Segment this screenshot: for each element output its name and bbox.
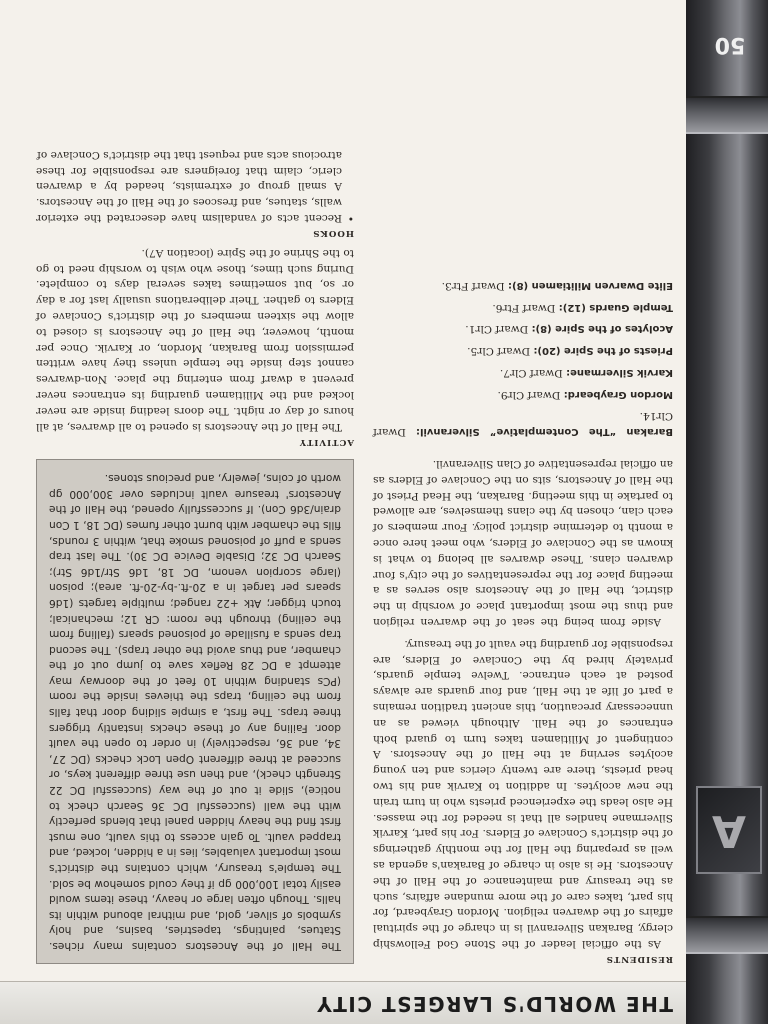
pillar-base [686,96,768,134]
stat-line: Barakan “The Contemplative” Silveranvil: Dwarf Clr14. [373,410,673,439]
stat-line: Mordon Graybeard: Dwarf Clr9. [497,388,673,401]
stat-line: Acolytes of the Spire (8): Dwarf Clr1. [465,323,673,336]
activity-paragraph: The Hall of the Ancestors is opened to all dwarves, at all hours of day or night. The doors leading inside are never locked and the Militiamen guarding its entrances never prevent a dwarf from entering the place. Non-dwarves cannot step inside the temple unless they have written permission from Barakan, Mordon, or Karvik. Once per month, however, the Hall of the Ancestors is closed to allow the sixteen members of the district's Conclave of Elders to gather. Their deliberations usually last for a day or so, but sometimes takes several days to complete. During such times, those who wish to worship need to go to the Shrine of the Spire (location A7). [36,246,354,433]
sidebar-text: The Hall of the Ancestors contains many riches. Statues, paintings, tapestries, basins, and holy symbols of silver, gold, and mithral abound within its halls. Though often large or heavy, these items would easily total 100,000 gp if they could somehow be sold. The temple's treasury, which contains the district's most important valuables, lies in a hidden, locked, and trapped vault. To gain access to this vault, one must first find the heavy hidden panel that blends perfectly with the wall (successful DC 36 Search check to notice), slide it out of the way (successful DC 22 Strength check), and then use three different keys, or succeed at three different Open Lock checks (DC 27, 34, and 36, respectively) in order to open the vault door. Failing any of these checks instantly triggers three traps. The first, a simple sliding door that falls from the ceiling, traps the thieves inside the room (PCs standing within 10 feet of the doorway may attempt a DC 28 Reflex save to jump out of the chamber, and thus avoid the other traps). The second trap sends a fusillade of poisoned spears (falling from the ceiling) through the room: CR 12; mechanical; touch trigger; Atk +22 ranged; multiple targets (1d6 spears per target in a 20-ft.-by-20-ft. area); poison (large scorpion venom, DC 18, 1d6 Str/1d6 Str); Search DC 32; Disable Device DC 30). The last trap sends a puff of poisoned smoke that, within 3 rounds, fills the chamber with burnt other fumes (DC 18, 1 Con drain/3d6 Con). If successfully opened, the Hall of the Ancestors' treasure vault includes over 300,000 gp worth of coins, jewelry, and precious stones. [49,472,341,952]
decorative-pillar [686,0,768,1024]
residents-paragraph-2: Aside from being the seat of the dwarven religion and thus the most important place of worship in the district, the Hall of the Ancestors also serves as a meeting place for the representatives of the city's four dwarven clans. These dwarves all belong to what is known as the Conclave of Elders, who meet here once a month to determine district policy. Four members of each clan, chosen by the clans themselves, are allowed to partake in this meeting. Barakan, the Head Priest of the Hall of Ancestors, sits on the Conclave of Elders as an official representative of Clan Silveranvil. [373,458,673,629]
page-title: THE WORLD'S LARGEST CITY [315,992,673,1016]
stat-line: Elite Dwarven Militiamen (8): Dwarf Ftr3. [441,279,673,292]
plaque-letter: A [711,805,747,856]
residents-paragraph-1: As the official leader of the Stone God Fellowship clergy, Barakan Silveranvil is in charge of the spiritual affairs of the dwarven religion. Mordon Graybeard, for his part, takes care of the more mundane affairs, such as the treasury and maintenance of the Hall of the Ancestors. He is also in charge of Barakan's agenda as well as preparing the Hall for the monthly gatherings of the district's Conclave of Elders. For his part, Karvik Silvermane handles all that is needed for the masses. He also leads the experienced priests who in turn train the new acolytes. In addition to Karvik and his two head priests, there are twenty clerics and ten young acolytes serving at the Hall of the Ancestors. A contingent of Militiamen takes turn to guard both entrances of the Hall. Although viewed as an unnecessary precaution, this ancient tradition remains a part of life at the Hall, and four guards are always posted at each entrance. Twelve temple guards, privately hired by the Conclave of Elders, are responsible for guarding the vault of the treasury. [373,637,673,950]
right-column [36,140,354,964]
stat-line: Priests of the Spire (20): Dwarf Clr5. [467,345,673,358]
hooks-heading: HOOKS [312,228,354,239]
stat-line: Karvik Silvermane: Dwarf Clr7. [499,366,673,379]
stat-line: Temple Guards (12): Dwarf Ftr6. [492,301,673,314]
bullet-icon: • [347,212,354,225]
treasure-sidebar [36,459,354,964]
hook-item: • Recent acts of vandalism have desecrated the exterior walls, statues, and frescoes of the Hall of the Ancestors. A small group of extremists, headed by a dwarven cleric, claim that foreigners are responsible for these atrocious acts and request that the district's Conclave of [36,148,354,225]
left-column [373,271,673,964]
pillar-plaque [696,786,762,874]
residents-heading: RESIDENTS [605,954,673,964]
pillar-capital [686,916,768,954]
page-number: 50 [714,32,746,57]
activity-heading: ACTIVITY [298,436,354,447]
